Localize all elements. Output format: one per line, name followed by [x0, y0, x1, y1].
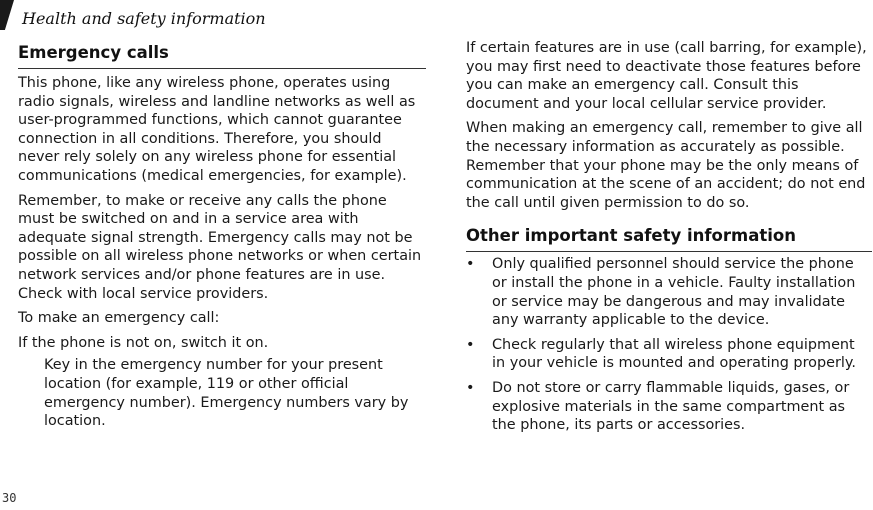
bullet-icon: •: [466, 336, 475, 353]
paragraph: To make an emergency call:: [18, 310, 220, 327]
paragraph: This phone, like any wireless phone, operates using radio signals, wireless and landline networks as well as user-programmed functions, which cannot guarantee connection in all conditions. Therefore, you should never rely solely on any wireless phone for essential communications (medical emergencies, for example).: [18, 75, 416, 184]
section-heading-emergency-calls: Emergency calls: [18, 43, 426, 69]
list-item-text: Do not store or carry flammable liquids, gases, or explosive materials in the same compartment as the phone, its parts or accessories.: [492, 379, 850, 434]
list-item-text: Only qualified personnel should service the phone or install the phone in a vehicle. Faulty installation or service may be dangerous and may invalidate any warranty applicable to the device.: [492, 256, 856, 329]
paragraph: When making an emergency call, remember to give all the necessary information as accurately as possible. Remember that your phone may be the only means of communication at the scene of an accident; do not end the call until given permission to do so.: [466, 120, 866, 211]
running-title: Health and safety information: [22, 9, 266, 28]
bullet-icon: •: [466, 256, 475, 273]
list-item-text: Check regularly that all wireless phone equipment in your vehicle is mounted and operating properly.: [492, 336, 856, 372]
paragraph: Remember, to make or receive any calls the phone must be switched on and in a service area with adequate signal strength. Emergency calls may not be possible on all wireless phone networks or when certain network services and/or phone features are in use. Check with local service providers.: [18, 192, 422, 302]
left-column: [18, 0, 426, 431]
page-number: 30: [2, 491, 17, 505]
safety-bullet-list: [466, 255, 872, 434]
paragraph: If certain features are in use (call barring, for example), you may first need to deactivate those features before you can make an emergency call. Consult this document and your local cellular service provider.: [466, 40, 867, 112]
section-heading-other-safety: Other important safety information: [466, 226, 872, 252]
paragraph: If the phone is not on, switch it on.: [18, 334, 269, 351]
list-item: [466, 255, 872, 329]
right-column: [466, 0, 872, 435]
indented-paragraph: Key in the emergency number for your present location (for example, 119 or other official emergency number). Emergency numbers vary by location.: [44, 357, 409, 430]
list-item: [466, 379, 872, 435]
header-bar-decoration: [0, 0, 14, 30]
bullet-icon: •: [466, 379, 475, 396]
list-item: [466, 336, 872, 373]
